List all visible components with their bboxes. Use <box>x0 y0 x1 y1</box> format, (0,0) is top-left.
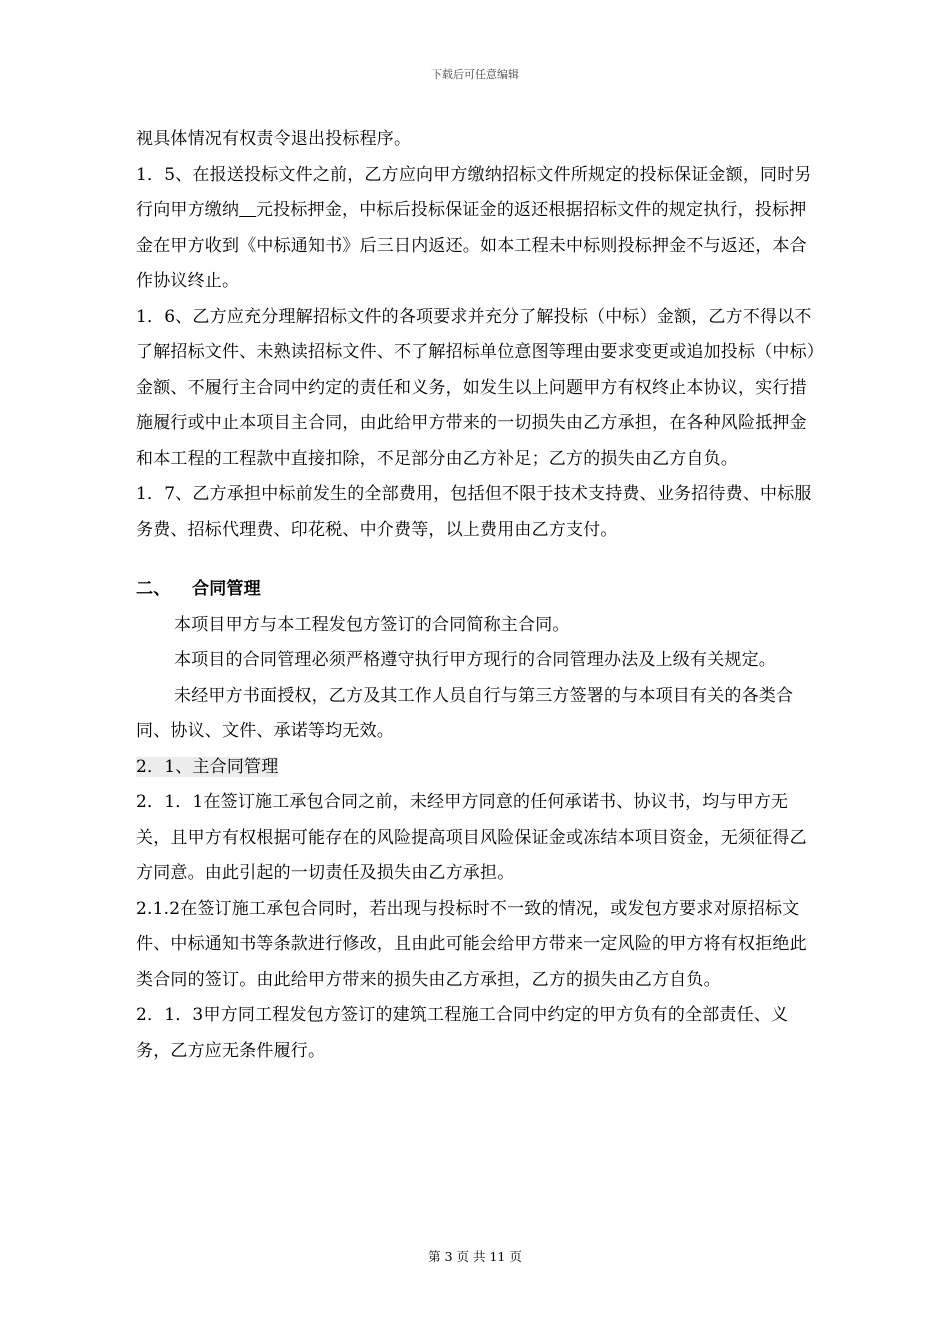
clause-2-1-3: 2．1．3甲方同工程发包方签订的建筑工程施工合同中约定的甲方负有的全部责任、义务，乙方应无条件履行。 <box>136 1005 789 1061</box>
section-spacer <box>136 548 816 572</box>
page-footer: 第 3 页 共 11 页 <box>428 1249 522 1264</box>
clause-1-7: 1．7、乙方承担中标前发生的全部费用，包括但不限于技术支持费、业务招待费、中标服务费、招标代理费、印花税、中介费等，以上费用由乙方支付。 <box>136 484 812 540</box>
section-2-paragraph-3: 未经甲方书面授权，乙方及其工作人员自行与第三方签署的与本项目有关的各类合同、协议、文件、承诺等均无效。 <box>136 685 794 741</box>
section-2-number: 二、 <box>136 579 171 599</box>
section-2-paragraph-2: 本项目的合同管理必须严格遵守执行甲方现行的合同管理办法及上级有关规定。 <box>174 650 776 670</box>
clause-1-5-text-b: 元投标押金，中标后投标保证金的返还根据招标文件的规定执行，投标押金在甲方收到《中标通知书》后三日内返还。如本工程未中标则投标押金不与返还，本合作协议终止。 <box>136 200 807 291</box>
section-2-paragraph-1: 本项目甲方与本工程发包方签订的合同简称主合同。 <box>174 614 570 635</box>
clause-2-1-2: 2.1.2在签订施工承包合同时，若出现与投标时不一致的情况，或发包方要求对原招标文件、中标通知书等条款进行修改，且由此可能会给甲方带来一定风险的甲方将有权拒绝此类合同的签订。由此给甲方带来的损失由乙方承担，乙方的损失由乙方自负。 <box>136 898 807 990</box>
page-header: 下载后可任意编辑 <box>431 68 519 81</box>
subsection-2-1-heading <box>136 750 816 786</box>
clause-2-1-1: 2．1．1在签订施工承包合同之前，未经甲方同意的任何承诺书、协议书，均与甲方无关，且甲方有权根据可能存在的风险提高项目风险保证金或冻结本项目资金，无须征得乙方同意。由此引起的一切责任及损失由乙方承担。 <box>136 792 807 883</box>
document-body <box>136 122 816 1069</box>
deposit-amount-blank <box>239 200 256 220</box>
paragraph-continued: 视具体情况有权责令退出投标程序。 <box>136 129 412 149</box>
clause-1-5-text-a: 1．5、在报送投标文件之前，乙方应向甲方缴纳招标文件所规定的投标保证金额，同时另行向甲方缴纳 <box>136 164 812 220</box>
clause-1-6: 1．6、乙方应充分理解招标文件的各项要求并充分了解投标（中标）金额，乙方不得以不了解招标文件、未熟读招标文件、不了解招标单位意图等理由要求变更或追加投标（中标）金额、不履行主合同中约定的责任和义务，如发生以上问题甲方有权终止本协议，实行措施履行或中止本项目主合同，由此给甲方带来的一切损失由乙方承担，在各种风险抵押金和本工程的工程款中直接扣除，不足部分由乙方补足；乙方的损失由乙方自负。 <box>136 306 816 469</box>
clause-1-5 <box>136 158 816 300</box>
subsection-2-1-title: 2．1、主合同管理 <box>136 756 279 777</box>
section-2-title: 合同管理 <box>192 579 261 599</box>
section-2-heading <box>136 572 816 608</box>
